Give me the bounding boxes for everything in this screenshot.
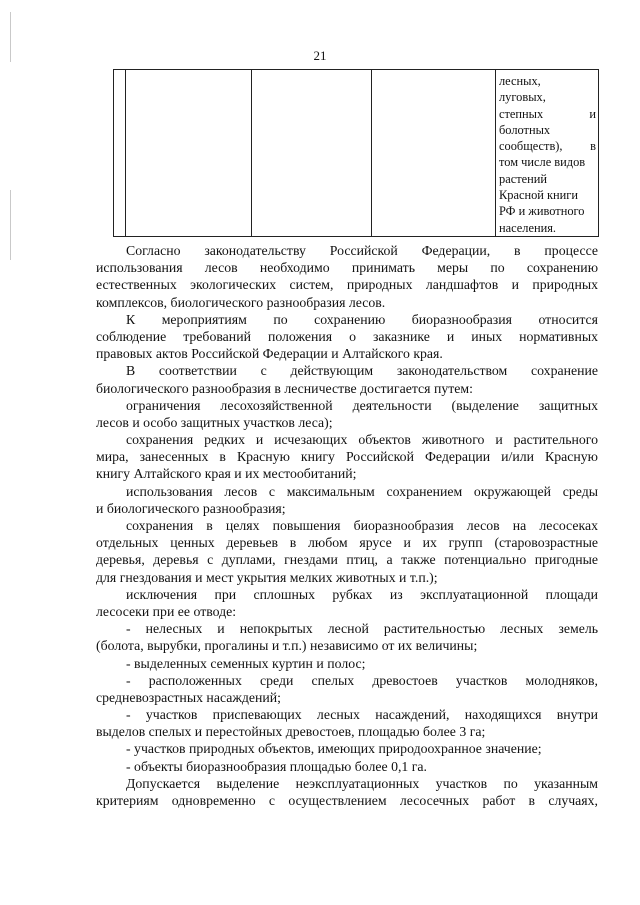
table-cell	[126, 70, 252, 237]
text-line: - выделенных семенных куртин и полос;	[126, 655, 366, 671]
text-line: и биологического разнообразия;	[96, 500, 286, 516]
cell-line: луговых,	[499, 90, 546, 105]
text-line: биологического разнообразия в лесничестве достигается путем:	[96, 380, 473, 396]
text-line: лесосеки при ее отводе:	[96, 603, 237, 619]
text-line: исключения при сплошных рубках из эксплуатационной площади	[126, 586, 598, 602]
cell-line	[499, 138, 596, 154]
cell-line	[499, 106, 596, 122]
text-line: К мероприятиям по сохранению биоразнообразия относится	[126, 311, 598, 327]
text-line: сохранения в целях повышения биоразнообразия лесов на лесосеках	[126, 518, 598, 533]
text-line: Согласно законодательству Российской Федерации, в процессе	[126, 243, 598, 258]
table-row	[114, 70, 599, 237]
text-line: книгу Алтайского края и их местообитаний;	[96, 466, 357, 482]
text-line: выделов спелых и перестойных древостоев, площадью более 3 га;	[96, 724, 486, 740]
text-line: естественных экологических систем, природных ландшафтов и природных	[96, 277, 598, 293]
text-line: лесов и особо защитных участков леса);	[96, 414, 333, 430]
text-line: - объекты биоразнообразия площадью более 0,1 га.	[126, 758, 427, 774]
cell-line: том числе видов	[499, 155, 586, 170]
text-line: для гнездования и мест укрытия мелких животных и т.п.);	[96, 569, 438, 585]
cell-word: степных	[499, 106, 544, 121]
text-line: сохранения редких и исчезающих объектов животного и растительного	[126, 432, 598, 448]
document-body	[96, 242, 598, 809]
text-line: комплексов, биологического разнообразия лесов.	[96, 294, 386, 310]
cell-word: сообществ),	[499, 139, 563, 154]
cell-line: растений	[499, 171, 548, 186]
cell-word: и	[589, 106, 596, 121]
text-line: правовых актов Российской Федерации и Алтайского края.	[96, 346, 443, 362]
text-line: (болота, вырубки, прогалины и т.п.) независимо от их величины;	[96, 638, 478, 654]
text-line: средневозрастных насаждений;	[96, 689, 282, 705]
cell-text-block	[496, 70, 598, 236]
text-line: ограничения лесохозяйственной деятельности (выделение защитных	[126, 397, 598, 413]
table-cell	[252, 70, 372, 237]
text-line: использования лесов необходимо принимать меры по сохранению	[96, 260, 598, 276]
continued-table	[113, 69, 599, 237]
cell-line: болотных	[499, 122, 551, 137]
text-line: - участков приспевающих лесных насаждений, находящихся внутри	[126, 707, 598, 723]
text-line: - расположенных среди спелых древостоев участков молодняков,	[126, 672, 598, 688]
scan-edge-mark	[10, 190, 11, 260]
cell-word: в	[590, 139, 596, 154]
text-line: критериям одновременно с осуществлением лесосечных работ в случаях,	[96, 793, 598, 808]
cell-line: лесных,	[499, 74, 541, 88]
text-line: отдельных ценных деревьев в любом ярусе и их групп (старовозрастные	[96, 535, 598, 551]
page-number: 21	[313, 48, 327, 63]
text-line: В соответствии с действующим законодательством сохранение	[126, 363, 598, 379]
cell-line: РФ и животного	[499, 204, 585, 219]
text-line: мира, занесенных в Красную книгу Российской Федерации и/или Красную	[96, 449, 598, 465]
table-cell	[114, 70, 126, 237]
cell-line: населения.	[499, 220, 557, 235]
table-cell-text	[496, 70, 599, 237]
text-line: соблюдение требований положения о заказнике и иных нормативных	[96, 328, 598, 344]
text-line: - нелесных и непокрытых лесной растительностью лесных земель	[126, 621, 598, 637]
cell-line: Красной книги	[499, 188, 579, 203]
table-cell	[372, 70, 496, 237]
text-line: использования лесов с максимальным сохранением окружающей среды	[126, 483, 598, 499]
text-line: Допускается выделение неэксплуатационных участков по указанным	[126, 775, 598, 791]
text-line: - участков природных объектов, имеющих природоохранное значение;	[126, 741, 542, 757]
text-line: деревья, деревья с дуплами, гнездами птиц, а также потенциально пригодные	[96, 552, 598, 568]
